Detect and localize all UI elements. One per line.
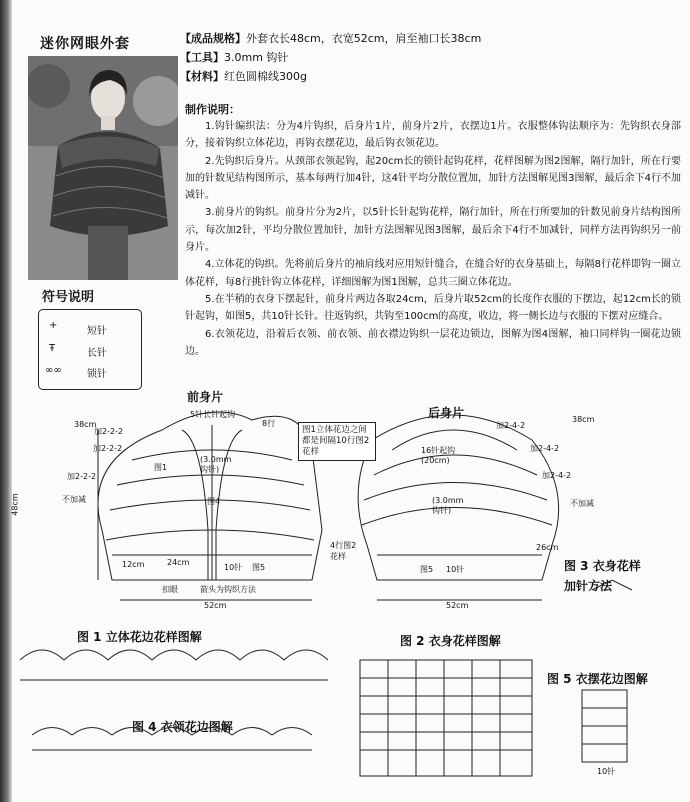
- front-hem-label: 24cm: [167, 558, 190, 567]
- legend-label: 短针: [87, 326, 107, 337]
- instruction-step: 2.先钩织后身片。从颈部衣领起钩，起20cm长的锁针起钩花样，花样图解为图2图解，隔行加针，所在行要加的针数见结构图所示，基本每两行加4针，这4针平均分散位置加，加针方法图解见图3图解，最后余下4行不加减针。: [185, 155, 681, 202]
- front-fig4-label: 图4: [207, 497, 221, 506]
- front-start-label: 5针长针起钩: [190, 410, 236, 419]
- back-hook-label: (3.0mm 钩针): [432, 496, 464, 515]
- arrow-note-label: 箭头为钩织方法: [200, 585, 256, 594]
- pattern-page: [12, 0, 690, 802]
- back-rows10-label: 10针: [446, 565, 465, 574]
- stitch-charts: [12, 640, 690, 802]
- front-rows4-label: 4行图2 花样: [330, 541, 357, 561]
- instruction-step: 3.前身片的钩织。前身片分为2片，以5针长针起钩花样，隔行加针，所在行所要加的针数见前身片结构图所示，每次加2针，平均分散位置加针，加针方法图解见图3图解，最后余下4行不加减针，同样方法再钩织另一前身片。: [185, 207, 681, 254]
- front-fig5-label: 图5: [252, 563, 266, 572]
- pattern-note: 图1立体花边之间都是间隔10行图2花样: [298, 422, 376, 461]
- spec-size: 【成品规格】外套衣长48cm，衣宽52cm，肩至袖口长38cm: [180, 32, 482, 45]
- legend-label: 锁针: [87, 369, 107, 380]
- fig5-caption: 图 5 衣摆花边图解: [547, 672, 648, 686]
- front-rows-label: 8行: [262, 419, 276, 428]
- back-start-label: 16针起钩 (20cm): [421, 446, 456, 465]
- fig2-caption: 图 2 衣身花样图解: [400, 634, 501, 648]
- back-piece-title: 后身片: [428, 406, 465, 420]
- front-inc-label: 加2-2-2: [93, 444, 123, 453]
- back-inc-label: 加2-4-2: [496, 421, 526, 430]
- instruction-step: 5.在半稍的衣身下摆起针，前身片两边各取24cm，后身片取52cm的长度作衣服的下摆边，起12cm长的锁针起钩，如图5，共10针长针。往返钩织，共钩至100cm的高度，收边，将一侧长边与衣服的下摆对应缝合。: [185, 293, 681, 323]
- legend-label: 长针: [87, 348, 107, 359]
- front-fig1-label: 图1: [154, 463, 168, 472]
- spec-material: 【材料】红色圆棉线300g: [180, 70, 307, 83]
- chain-stitch-icon: ∞∞: [45, 365, 62, 376]
- buttonhole-label: 扣眼: [162, 585, 178, 594]
- back-sleeve-label: 38cm: [572, 415, 595, 424]
- fig5-rows-label: 10针: [597, 767, 616, 776]
- instruction-step: 6.衣领花边，沿着后衣领、前衣领、前衣襟边钩织一层花边锁边，图解为图4图解，袖口同样钩一圈花边锁边。: [185, 328, 681, 357]
- back-side-label: 26cm: [536, 543, 559, 552]
- back-inc-label: 加2-4-2: [530, 444, 560, 453]
- front-sleeve-label: 38cm: [74, 420, 97, 429]
- front-rows10-label: 10针: [224, 563, 243, 572]
- back-inc-label: 加2-4-2: [542, 471, 572, 480]
- model-photo: [28, 56, 178, 280]
- instructions-body: [185, 118, 681, 360]
- fig3-caption: 图 3 衣身花样 加针方法: [564, 559, 641, 593]
- pattern-title: 迷你网眼外套: [40, 36, 130, 52]
- back-no-change-label: 不加减: [570, 499, 594, 508]
- instruction-step: 1.钩针编织法：分为4片钩织，后身片1片，前身片2片，衣摆边1片。衣服整体钩法顺序为：先钩织衣身部分，接着钩织立体花边，再钩衣摆花边，最后钩衣领花边。: [185, 121, 681, 150]
- front-hook-label: (3.0mm 钩针): [200, 455, 232, 474]
- front-no-change-label: 不加减: [62, 495, 86, 504]
- short-stitch-icon: +: [49, 320, 58, 331]
- double-stitch-icon: Ŧ: [49, 343, 56, 354]
- front-side-label: 12cm: [122, 560, 145, 569]
- symbol-legend: [38, 309, 142, 390]
- fig1-caption: 图 1 立体花边花样图解: [77, 630, 202, 644]
- back-fig5-label: 图5: [420, 565, 434, 574]
- instructions-heading: 制作说明：: [185, 103, 240, 116]
- front-inc-label: 加2-2-2: [67, 472, 97, 481]
- spec-tool: 【工具】3.0mm 钩针: [180, 51, 289, 64]
- specifications: [180, 29, 481, 86]
- total-length-label: 48cm: [10, 493, 20, 516]
- back-width-label: 52cm: [446, 601, 469, 610]
- fig4-caption: 图 4 衣领花边图解: [132, 720, 233, 734]
- instruction-step: 4.立体花的钩织。先将前后身片的袖肩线对应用短针缝合，在缝合好的衣身基础上，每隔8行花样即钩一圈立体花样，每8行挑针钩立体花样，详细图解为图1图解，总共三圈立体花边。: [185, 259, 681, 288]
- front-inc-label: 加2-2-2: [94, 427, 124, 436]
- front-piece-title: 前身片: [187, 390, 224, 404]
- front-width-label: 52cm: [204, 601, 227, 610]
- book-spine-shadow: [0, 0, 12, 802]
- legend-title: 符号说明: [42, 290, 95, 305]
